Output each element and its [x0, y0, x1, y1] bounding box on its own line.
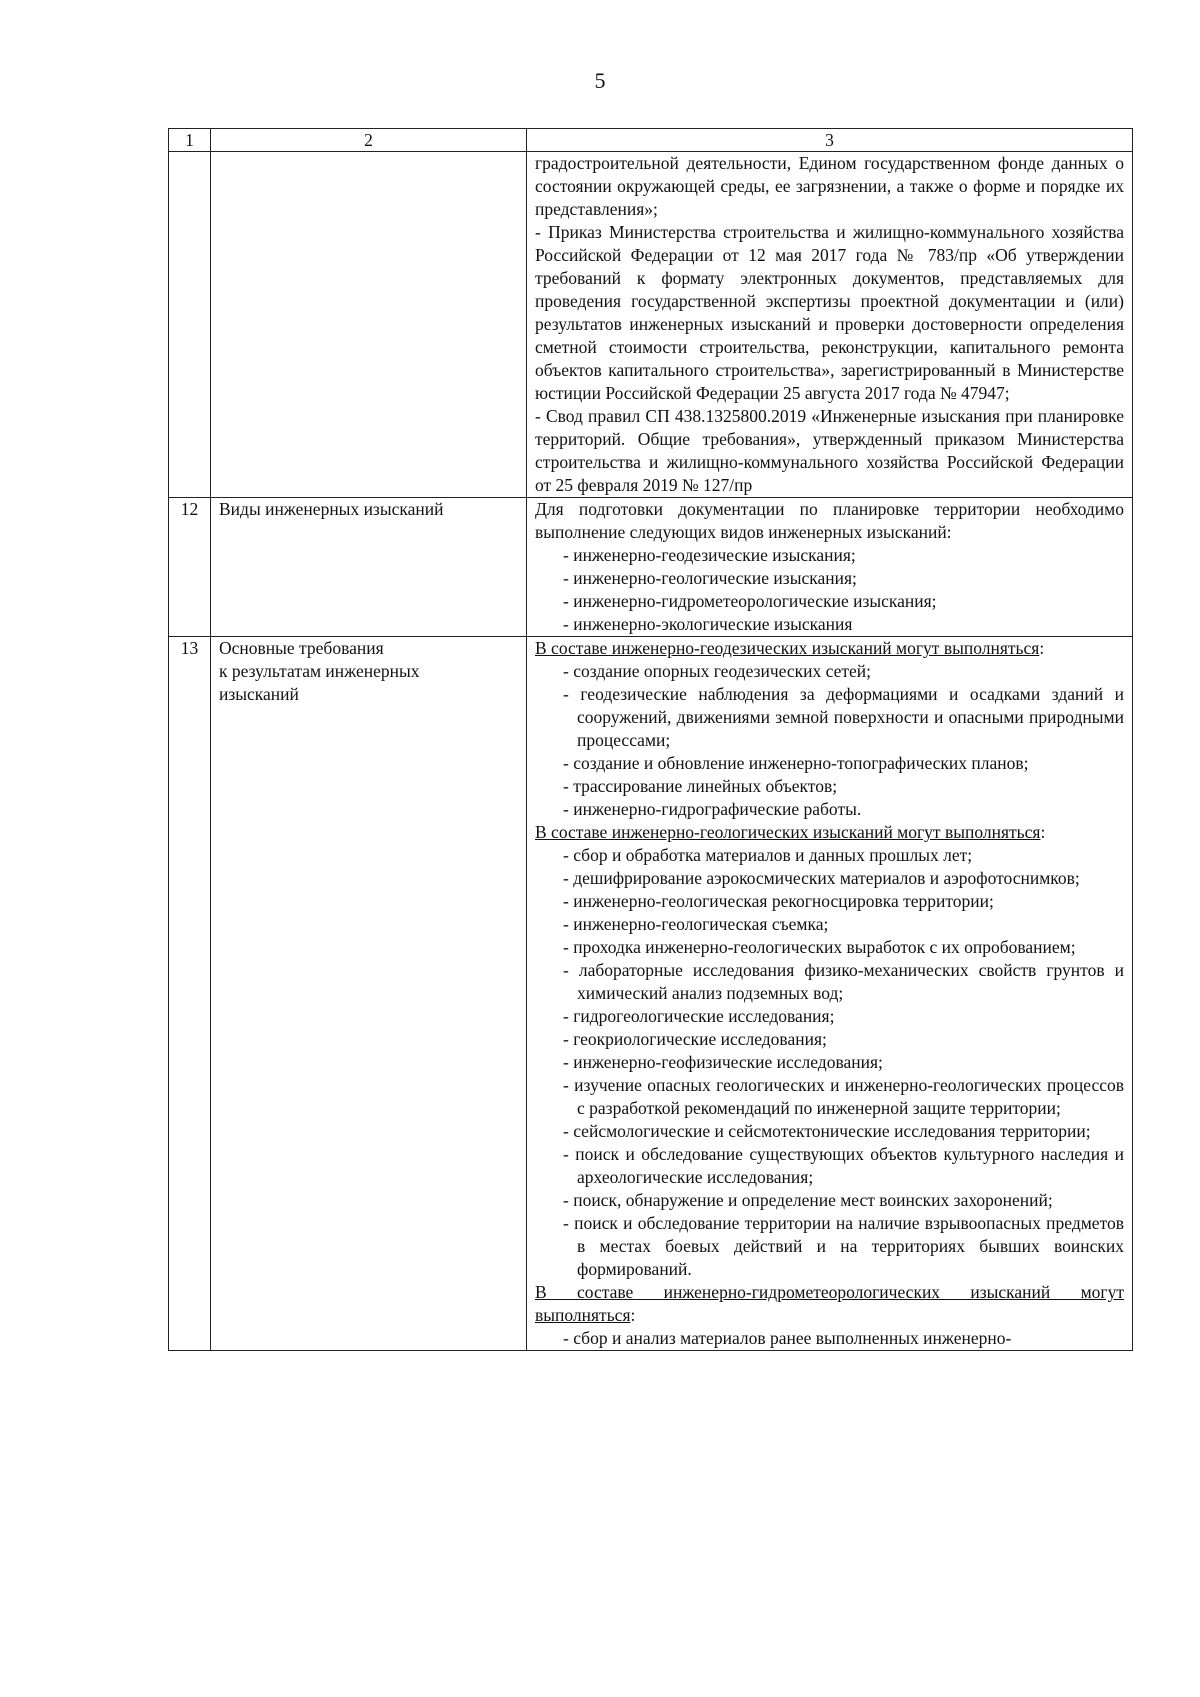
table-header-row	[169, 129, 1133, 152]
list-item: - инженерно-геологическая рекогносцировка территории;	[563, 891, 994, 911]
table-row-continuation	[169, 152, 1133, 498]
row-content-cell	[527, 152, 1133, 498]
list-item: - поиск и обследование территории на наличие взрывоопасных предметов в местах боевых действий и на территориях бывших воинских формирований.	[563, 1213, 1124, 1279]
row-number-cell: 12	[169, 498, 211, 637]
list-item: - сейсмологические и сейсмотектонические исследования территории;	[563, 1121, 1091, 1141]
list-item: - создание опорных геодезических сетей;	[563, 661, 872, 681]
list-item: - поиск, обнаружение и определение мест воинских захоронений;	[563, 1190, 1053, 1210]
list-item: - сбор и обработка материалов и данных прошлых лет;	[563, 845, 973, 865]
list-item: - изучение опасных геологических и инженерно-геологических процессов с разработкой рекомендаций по инженерной защите территории;	[563, 1075, 1124, 1118]
list-item: - дешифрирование аэрокосмических материалов и аэрофотоснимков;	[563, 868, 1080, 888]
geodetic-heading: В составе инженерно-геодезических изысканий могут выполняться:	[535, 638, 1045, 658]
list-item: - инженерно-геологическая съемка;	[563, 914, 829, 934]
list-item: - инженерно-гидрометеорологические изыскания;	[563, 591, 937, 611]
list-item: - создание и обновление инженерно-топографических планов;	[563, 753, 1029, 773]
row-number-cell: 13	[169, 637, 211, 1351]
continuation-paragraph: - Приказ Министерства строительства и жилищно-коммунального хозяйства Российской Федерации от 12 мая 2017 года № 783/пр «Об утверждении требований к формату электронных документов, представляемых для проведения государственной экспертизы проектной документации и (или) результатов инженерных изысканий и проверки достоверности определения сметной стоимости строительства, реконструкции, капитального ремонта объектов капитального строительства», зарегистрированный в Министерстве юстиции Российской Федерации 25 августа 2017 года № 47947;	[535, 222, 1124, 403]
row-name-line: к результатам инженерных	[219, 661, 420, 681]
column-header-2: 2	[211, 129, 527, 152]
row-name-cell	[211, 637, 527, 1351]
list-item: - лабораторные исследования физико-механических свойств грунтов и химический анализ подземных вод;	[563, 960, 1124, 1003]
list-item: - сбор и анализ материалов ранее выполненных инженерно-	[563, 1328, 1012, 1348]
table-row-13	[169, 637, 1133, 1351]
list-item: - проходка инженерно-геологических выработок с их опробованием;	[563, 937, 1076, 957]
list-item: - геокриологические исследования;	[563, 1029, 827, 1049]
row-content-cell	[527, 637, 1133, 1351]
row-name-line: Основные требования	[219, 638, 384, 658]
hydro-heading: В составе инженерно-гидрометеорологических изысканий могут выполняться:	[535, 1282, 1124, 1325]
page-number: 5	[594, 68, 606, 93]
list-item: - инженерно-геофизические исследования;	[563, 1052, 883, 1072]
list-item: - геодезические наблюдения за деформациями и осадками зданий и сооружений, движениями земной поверхности и опасными природными процессами;	[563, 684, 1124, 750]
list-item: - поиск и обследование существующих объектов культурного наследия и археологические исследования;	[563, 1144, 1124, 1187]
row-name-cell: Виды инженерных изысканий	[211, 498, 527, 637]
list-item: - инженерно-геодезические изыскания;	[563, 545, 856, 565]
requirements-table	[168, 128, 1133, 1351]
geological-heading: В составе инженерно-геологических изысканий могут выполняться:	[535, 822, 1046, 842]
continuation-paragraph: - Свод правил СП 438.1325800.2019 «Инженерные изыскания при планировке территорий. Общие требования», утвержденный приказом Министерства строительства и жилищно-коммунального хозяйства Российской Федерации от 25 февраля 2019 № 127/пр	[535, 406, 1124, 495]
list-item: - гидрогеологические исследования;	[563, 1006, 835, 1026]
row-name-cell	[211, 152, 527, 498]
list-item: - инженерно-гидрографические работы.	[563, 799, 862, 819]
column-header-3: 3	[527, 129, 1133, 152]
table-row-12	[169, 498, 1133, 637]
list-item: - инженерно-экологические изыскания	[563, 614, 853, 634]
row-name-line: изысканий	[219, 684, 299, 704]
row-content-cell	[527, 498, 1133, 637]
continuation-paragraph: градостроительной деятельности, Едином государственном фонде данных о состоянии окружающей среды, ее загрязнении, а также о форме и порядке их представления»;	[535, 153, 1124, 219]
column-header-1: 1	[169, 129, 211, 152]
list-item: - трассирование линейных объектов;	[563, 776, 838, 796]
list-item: - инженерно-геологические изыскания;	[563, 568, 857, 588]
survey-types-intro: Для подготовки документации по планировке территории необходимо выполнение следующих видов инженерных изысканий:	[535, 499, 1124, 542]
row-number-cell	[169, 152, 211, 498]
